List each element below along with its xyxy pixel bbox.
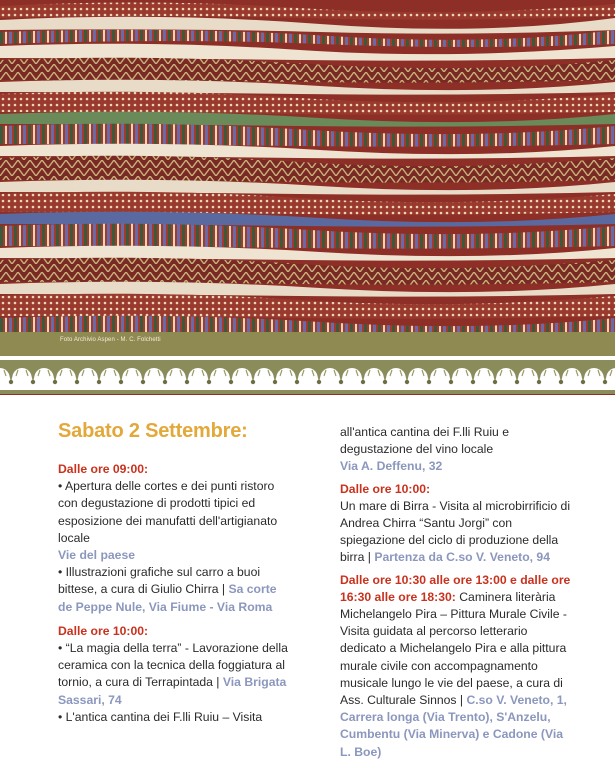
- event-item: • Apertura delle cortes e dei punti ristoro con degustazione di prodotti tipici ed esposizione dei manufatti dell'artigianato locale Vie del paese: [58, 479, 278, 563]
- event-item: • L'antica cantina dei F.lli Ruiu – Visita: [58, 709, 263, 724]
- location-label: Partenza da C.so V. Veneto, 94: [374, 550, 550, 565]
- page-title: Sabato 2 Settembre:: [58, 420, 248, 442]
- event-item: all'antica cantina dei F.lli Ruiu e degustazione del vino locale Via A. Deffenu, 32: [340, 425, 509, 474]
- event-item: • Illustrazioni grafiche sul carro a buoi bittese, a cura di Giulio Chirra | Sa corte de Peppe Nule, Via Fiume - Via Roma: [58, 565, 277, 614]
- location-label: Via Brigata Sassari, 74: [58, 675, 287, 707]
- time-label: Dalle ore 10:30 alle ore 13:00 e dalle ore 16:30 alle ore 18:30:: [340, 572, 571, 604]
- time-label: Dalle ore 09:00:: [58, 462, 149, 476]
- event-item: Un mare di Birra - Visita al microbirrificio di Andrea Chirra “Santu Jorgi” con spiegazione del ciclo di produzione della birra | Partenza da C.so V. Veneto, 94: [340, 498, 571, 565]
- location-label: Vie del paese: [58, 548, 136, 563]
- time-label: Dalle ore 10:00:: [58, 623, 149, 638]
- event-item: • “La magia della terra” - Lavorazione della ceramica con la tecnica della foggiatura al tornio, a cura di Terrapintada | Via Brigata Sassari, 74: [58, 641, 288, 707]
- left-column: [58, 461, 293, 726]
- location-label: Via A. Deffenu, 32: [340, 459, 443, 474]
- location-label: C.so V. Veneto, 1, Carrera longa (Via Trento), S'Anzelu, Cumbentu (Via Minerva) e Cadone (Via L. Boe): [340, 693, 567, 759]
- photo-credit: Foto Archivio Aspen - M. C. Folchetti: [60, 337, 161, 343]
- location-label: Sa corte de Peppe Nule, Via Fiume - Via Roma: [58, 582, 277, 614]
- time-label: Dalle ore 10:00:: [340, 481, 431, 496]
- event-item: Dalle ore 10:30 alle ore 13:00 e dalle ore 16:30 alle ore 18:30: Caminera literària Michelangelo Pira – Pittura Murale Civile - Visita guidata al percorso letterario dedicato a Michelangelo Pira e alla pittura murale civile con accompagnamento musicale lungo le vie del paese, a cura di Ass. Culturale Sinnos | C.so V. Veneto, 1, Carrera longa (Via Trento), S'Anzelu, Cumbentu (Via Minerva) e Cadone (Via L. Boe): [340, 572, 571, 759]
- right-column: [340, 424, 572, 761]
